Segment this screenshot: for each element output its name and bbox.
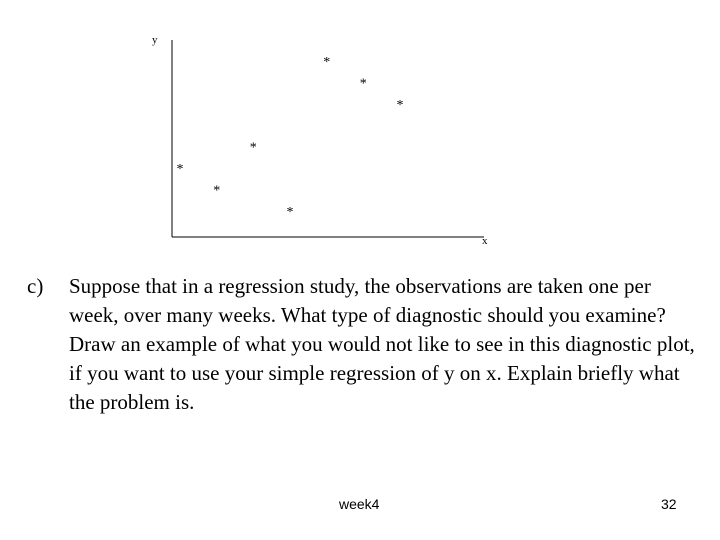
data-point-5: * [323, 55, 331, 70]
data-point-3: * [249, 140, 257, 156]
page-number: 32 [661, 496, 677, 512]
footer-week: week4 [339, 496, 380, 512]
data-points [177, 55, 404, 220]
question-label: c) [27, 274, 44, 298]
data-point-4: * [286, 205, 294, 220]
x-axis-label: x [482, 235, 488, 247]
data-point-7: * [396, 97, 404, 113]
question-text: Suppose that in a regression study, the observations are taken one per week, over many weeks. What type of diagnostic should you examine? Draw an example of what you would not like to see in this diagnostic plot, if you want to use your simple regression of y on x. Explain briefly what the problem is. [69, 274, 695, 414]
data-point-1: * [176, 162, 184, 178]
data-point-2: * [213, 183, 221, 199]
scatter-plot [0, 0, 720, 260]
data-point-6: * [359, 76, 367, 92]
y-axis-label: y [152, 34, 158, 46]
